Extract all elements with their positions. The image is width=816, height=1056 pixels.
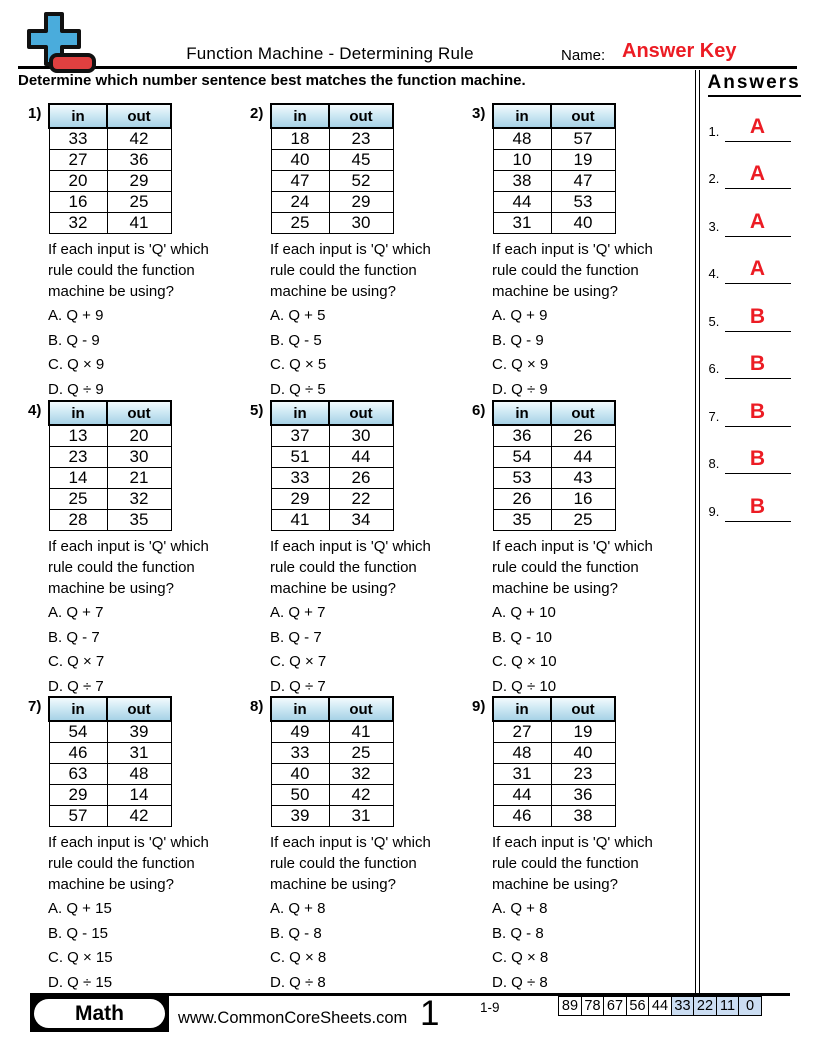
table-row [493,171,615,192]
in-column-header: in [271,697,329,721]
table-cell: 16 [49,192,107,213]
answer-option: A. Q + 15 [48,900,112,917]
table-cell: 14 [49,468,107,489]
in-out-table [492,696,616,827]
answer-item-number: 7. [708,408,720,424]
table-cell: 57 [49,806,107,827]
answer-item-number: 6. [708,361,720,376]
table-cell: 43 [551,468,615,489]
table-cell: 35 [107,510,171,531]
table-cell: 33 [49,128,107,150]
table-cell: 44 [493,785,551,806]
table-cell: 42 [329,785,393,806]
answer-item-number: 9. [708,503,720,519]
question-text: If each input is 'Q' which rule could the function machine be using? [492,834,653,893]
problem-number: 4) [28,402,42,419]
in-column-header: in [49,104,107,128]
out-column-header: out [329,401,393,425]
score-box: 78 [581,996,605,1016]
table-cell: 63 [49,764,107,785]
question-text: If each input is 'Q' which rule could the function machine be using? [492,241,653,300]
table-row [271,447,393,468]
table-row [271,468,393,489]
answer-item-letter: B [725,447,791,474]
table-cell: 46 [493,806,551,827]
problem [250,696,472,995]
table-cell: 46 [49,743,107,764]
answer-option: C. Q × 10 [492,653,557,670]
answer-option: C. Q × 7 [48,653,105,670]
answer-option: C. Q × 15 [48,949,113,966]
answers-title: Answers [708,72,801,97]
answer-option: B. Q - 10 [492,628,553,646]
table-cell: 31 [107,743,171,764]
table-cell: 31 [493,764,551,785]
problem-number: 2) [250,105,264,122]
table-cell: 52 [329,171,393,192]
table-row [493,192,615,213]
answer-option: B. Q - 9 [492,331,544,349]
table-cell: 53 [551,192,615,213]
answer-option: D. Q ÷ 7 [48,677,104,695]
problem-number: 9) [472,698,486,715]
table-row [271,785,393,806]
table-row [49,447,171,468]
table-row [49,213,171,234]
table-row [493,785,615,806]
problem [472,696,695,995]
answer-option: C. Q × 8 [492,949,549,966]
table-cell: 25 [551,510,615,531]
answer-option: D. Q ÷ 5 [270,380,326,398]
table-row [493,150,615,171]
table-row [271,721,393,743]
table-row [493,764,615,785]
answer-option: B. Q - 7 [270,628,322,646]
problem-number: 8) [250,698,264,715]
table-cell: 30 [329,425,393,447]
answer-item-letter: A [725,257,791,284]
score-box: 22 [693,996,717,1016]
answer-option: A. Q + 8 [270,900,326,917]
table-cell: 19 [551,721,615,743]
answer-option: D. Q ÷ 9 [492,380,548,398]
answer-item-letter: A [725,210,791,237]
worksheet-title: Function Machine - Determining Rule [186,44,474,63]
name-label: Name: [561,47,606,64]
in-column-header: in [493,401,551,425]
answer-item-number: 3. [708,218,720,234]
table-row [271,743,393,764]
table-row [271,425,393,447]
answer-item-letter: A [725,162,791,189]
table-row [49,150,171,171]
instruction-text: Determine which number sentence best matches the function machine. [18,72,526,89]
table-cell: 25 [329,743,393,764]
problem [472,400,695,696]
problems-grid [28,103,695,995]
answer-option: C. Q × 5 [270,356,327,373]
score-box: 67 [603,996,627,1016]
table-cell: 49 [271,721,329,743]
answer-option: D. Q ÷ 10 [492,677,557,695]
table-row [271,764,393,785]
table-row [271,150,393,171]
table-cell: 38 [493,171,551,192]
answer-option: A. Q + 10 [492,604,556,621]
table-row [493,510,615,531]
out-column-header: out [551,401,615,425]
table-cell: 44 [329,447,393,468]
table-cell: 34 [329,510,393,531]
problem [472,103,695,400]
table-cell: 48 [493,128,551,150]
table-cell: 40 [271,764,329,785]
problem-number: 1) [28,105,42,122]
score-box: 11 [716,996,740,1016]
table-row [271,489,393,510]
problem [28,400,250,696]
table-row [49,743,171,764]
table-cell: 42 [107,128,171,150]
table-cell: 40 [551,213,615,234]
table-cell: 57 [551,128,615,150]
in-out-table [492,400,616,531]
answer-option: B. Q - 7 [48,628,100,646]
in-column-header: in [493,697,551,721]
answer-option: B. Q - 5 [270,331,322,349]
table-cell: 36 [107,150,171,171]
table-cell: 29 [271,489,329,510]
answer-option: C. Q × 9 [492,356,549,373]
in-column-header: in [271,401,329,425]
answer-option: A. Q + 8 [492,900,548,917]
problem [250,103,472,400]
answer-option: C. Q × 7 [270,653,327,670]
answer-item-number: 1. [708,123,720,139]
table-row [49,721,171,743]
answer-option: D. Q ÷ 15 [48,973,113,991]
table-cell: 41 [107,213,171,234]
answer-option: D. Q ÷ 9 [48,380,104,398]
table-cell: 40 [271,150,329,171]
table-cell: 24 [271,192,329,213]
in-out-table [270,400,394,531]
out-column-header: out [107,401,171,425]
table-cell: 16 [551,489,615,510]
table-cell: 23 [329,128,393,150]
answer-option: A. Q + 7 [48,604,104,621]
options-list [492,304,695,402]
table-cell: 41 [329,721,393,743]
table-cell: 29 [329,192,393,213]
table-cell: 26 [493,489,551,510]
table-cell: 36 [493,425,551,447]
table-cell: 40 [551,743,615,764]
question-text: If each input is 'Q' which rule could the function machine be using? [48,538,209,597]
answer-option: A. Q + 9 [48,307,104,324]
score-box: 44 [648,996,672,1016]
table-cell: 29 [49,785,107,806]
answer-item [700,241,816,289]
table-row [493,468,615,489]
in-column-header: in [49,401,107,425]
table-cell: 53 [493,468,551,489]
table-row [493,721,615,743]
table-cell: 47 [271,171,329,192]
answer-item-number: 8. [708,456,720,471]
answer-item-letter: B [725,305,791,332]
answer-key-value: Answer Key [622,40,737,62]
answer-item-letter: B [725,352,791,379]
in-out-table [48,103,172,234]
table-cell: 32 [49,213,107,234]
table-row [49,171,171,192]
answer-option: D. Q ÷ 8 [270,973,326,991]
answer-option: D. Q ÷ 7 [270,677,326,695]
out-column-header: out [107,697,171,721]
table-row [49,764,171,785]
options-list [48,897,250,995]
answer-option: B. Q - 9 [48,331,100,349]
table-cell: 44 [493,192,551,213]
problem [250,400,472,696]
subject-badge [30,995,169,1032]
table-cell: 51 [271,447,329,468]
table-cell: 41 [271,510,329,531]
table-cell: 39 [107,721,171,743]
answer-option: B. Q - 8 [270,924,322,942]
plus-minus-logo-icon [18,11,102,82]
out-column-header: out [329,104,393,128]
answer-item [700,478,816,526]
table-cell: 23 [49,447,107,468]
answer-option: A. Q + 5 [270,307,326,324]
answer-item-number: 5. [708,313,720,329]
score-box: 33 [671,996,695,1016]
question-text: If each input is 'Q' which rule could the function machine be using? [48,834,209,893]
answer-item-letter: B [725,400,791,427]
question-text: If each input is 'Q' which rule could the function machine be using? [270,834,431,893]
table-cell: 23 [551,764,615,785]
question-text: If each input is 'Q' which rule could the function machine be using? [492,538,653,597]
table-cell: 25 [107,192,171,213]
table-row [49,806,171,827]
table-cell: 27 [49,150,107,171]
table-cell: 19 [551,150,615,171]
answer-option: D. Q ÷ 8 [492,973,548,991]
table-row [271,128,393,150]
score-strip [558,996,762,1016]
answer-option: A. Q + 7 [270,604,326,621]
in-out-table [270,696,394,827]
table-cell: 20 [107,425,171,447]
score-range-label: 1-9 [480,1000,500,1015]
in-column-header: in [49,697,107,721]
answer-item-number: 2. [708,171,720,186]
table-row [49,489,171,510]
question-text: If each input is 'Q' which rule could the function machine be using? [270,241,431,300]
table-row [493,213,615,234]
table-cell: 33 [271,743,329,764]
table-cell: 45 [329,150,393,171]
table-row [493,128,615,150]
in-out-table [270,103,394,234]
table-row [49,128,171,150]
header-divider [18,66,797,69]
answer-option: C. Q × 8 [270,949,327,966]
table-row [493,447,615,468]
table-cell: 48 [493,743,551,764]
table-cell: 10 [493,150,551,171]
table-cell: 48 [107,764,171,785]
answer-item [700,146,816,194]
options-list [270,601,472,699]
table-row [271,213,393,234]
table-row [271,806,393,827]
table-cell: 29 [107,171,171,192]
question-text: If each input is 'Q' which rule could the function machine be using? [48,241,209,300]
answers-list [700,98,816,526]
answer-option: B. Q - 8 [492,924,544,942]
table-cell: 27 [493,721,551,743]
in-column-header: in [271,104,329,128]
table-cell: 26 [329,468,393,489]
table-cell: 22 [329,489,393,510]
table-cell: 26 [551,425,615,447]
problem-number: 6) [472,402,486,419]
answer-option: C. Q × 9 [48,356,105,373]
table-row [49,425,171,447]
table-cell: 44 [551,447,615,468]
in-out-table [48,696,172,827]
score-box: 0 [738,996,762,1016]
answer-item [700,288,816,336]
out-column-header: out [329,697,393,721]
table-cell: 54 [493,447,551,468]
table-row [493,806,615,827]
table-cell: 36 [551,785,615,806]
table-cell: 50 [271,785,329,806]
in-column-header: in [493,104,551,128]
table-cell: 30 [107,447,171,468]
answer-item [700,383,816,431]
out-column-header: out [551,104,615,128]
problem-number: 3) [472,105,486,122]
table-row [49,510,171,531]
subject-label: Math [34,999,165,1028]
problem-number: 5) [250,402,264,419]
answer-option: A. Q + 9 [492,307,548,324]
table-cell: 32 [329,764,393,785]
answers-panel [695,70,816,994]
table-cell: 42 [107,806,171,827]
table-cell: 37 [271,425,329,447]
table-row [271,171,393,192]
table-cell: 33 [271,468,329,489]
problem-number: 7) [28,698,42,715]
answer-item-number: 4. [708,266,720,281]
answer-item [700,336,816,384]
website-text: www.CommonCoreSheets.com [178,1009,408,1027]
page-number: 1 [420,994,440,1033]
options-list [270,897,472,995]
table-row [271,510,393,531]
answer-item-letter: B [725,495,791,522]
in-out-table [492,103,616,234]
answer-option: B. Q - 15 [48,924,109,942]
table-row [271,192,393,213]
in-out-table [48,400,172,531]
table-cell: 35 [493,510,551,531]
table-row [493,425,615,447]
answer-item [700,98,816,146]
question-text: If each input is 'Q' which rule could the function machine be using? [270,538,431,597]
table-cell: 13 [49,425,107,447]
table-row [49,192,171,213]
options-list [492,601,695,699]
answer-item-letter: A [725,115,791,142]
answer-item [700,193,816,241]
table-cell: 21 [107,468,171,489]
table-cell: 30 [329,213,393,234]
table-cell: 47 [551,171,615,192]
table-row [493,743,615,764]
table-cell: 31 [329,806,393,827]
out-column-header: out [107,104,171,128]
table-row [493,489,615,510]
table-cell: 38 [551,806,615,827]
table-row [49,785,171,806]
table-cell: 18 [271,128,329,150]
problem [28,696,250,995]
score-box: 56 [626,996,650,1016]
answers-panel-inner [699,70,816,994]
table-cell: 32 [107,489,171,510]
table-cell: 39 [271,806,329,827]
options-list [270,304,472,402]
table-cell: 20 [49,171,107,192]
table-row [49,468,171,489]
table-cell: 28 [49,510,107,531]
options-list [492,897,695,995]
table-cell: 14 [107,785,171,806]
table-cell: 54 [49,721,107,743]
options-list [48,601,250,699]
score-box: 89 [558,996,582,1016]
table-cell: 25 [271,213,329,234]
problem [28,103,250,400]
options-list [48,304,250,402]
answer-item [700,431,816,479]
table-cell: 25 [49,489,107,510]
table-cell: 31 [493,213,551,234]
out-column-header: out [551,697,615,721]
